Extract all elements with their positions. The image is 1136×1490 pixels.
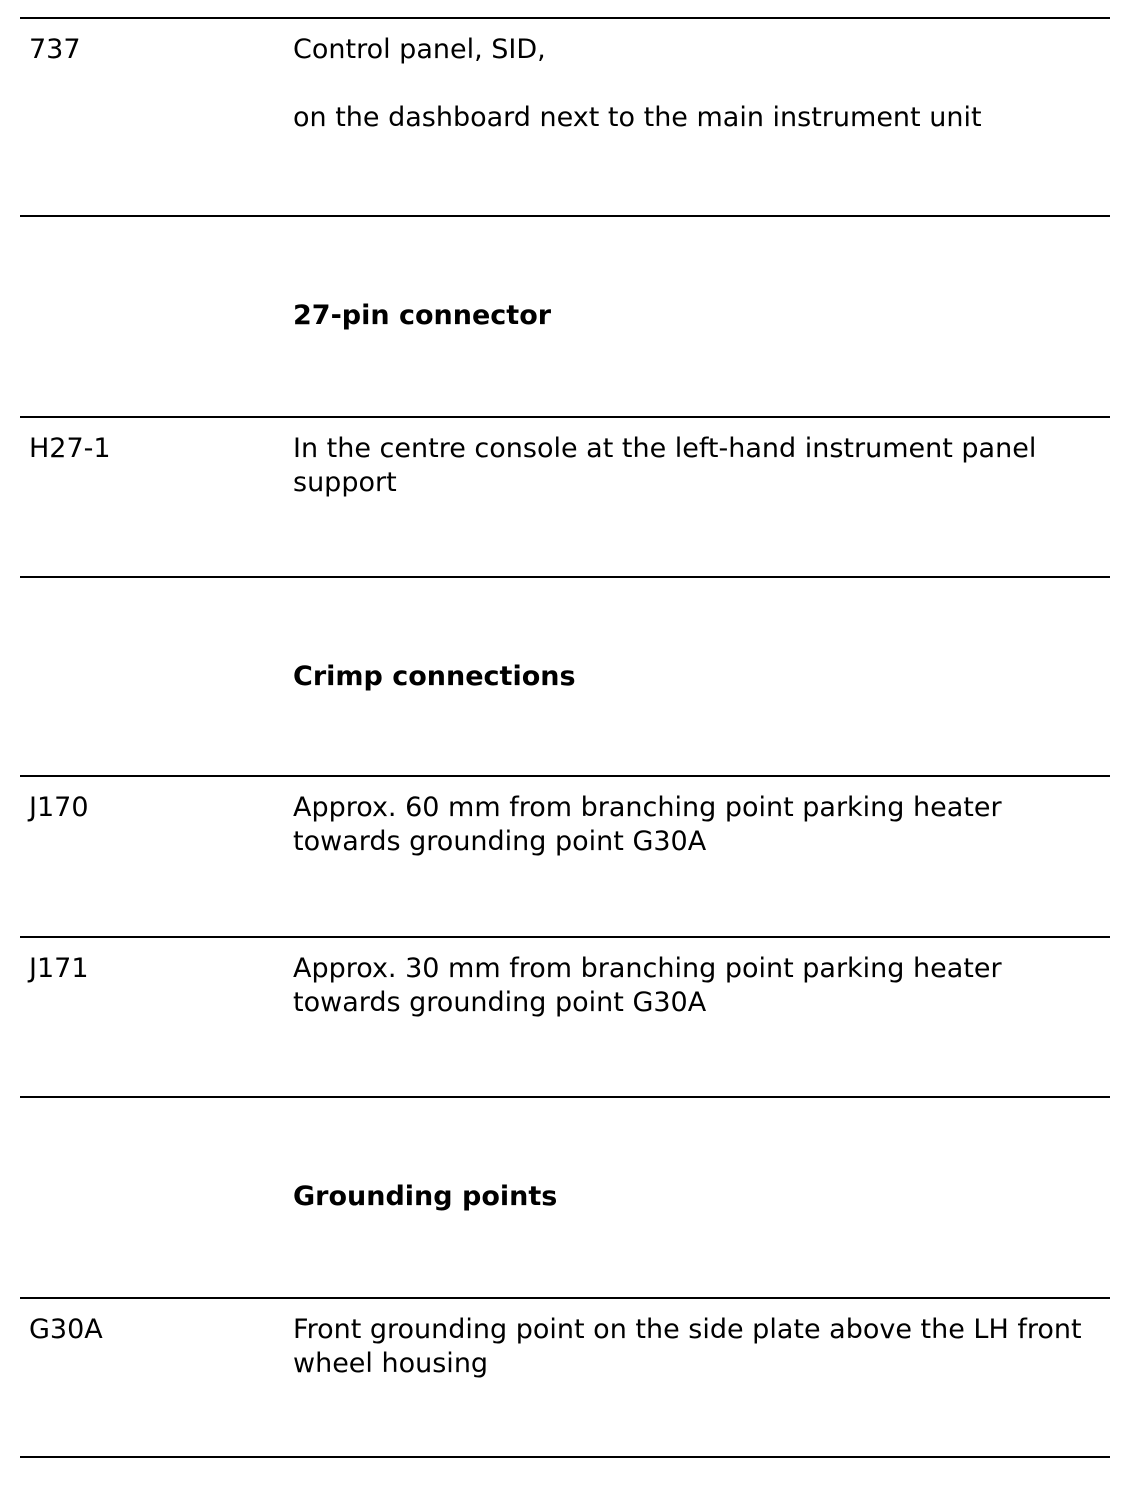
table-row	[20, 1297, 1110, 1458]
component-description	[293, 33, 1093, 135]
description-line: Control panel, SID,	[293, 34, 546, 65]
section-heading: 27-pin connector	[293, 300, 552, 331]
description-line: on the dashboard next to the main instrument unit	[293, 102, 982, 133]
component-location-table	[20, 17, 1110, 1458]
table-row	[20, 936, 1110, 1096]
component-description: In the centre console at the left-hand instrument panel support	[293, 433, 1037, 498]
table-row	[20, 775, 1110, 936]
table-row	[20, 17, 1110, 215]
component-code: J170	[29, 792, 89, 823]
section-heading: Crimp connections	[293, 661, 576, 692]
component-description: Approx. 30 mm from branching point parking heater towards grounding point G30A	[293, 953, 1002, 1018]
component-code: G30A	[29, 1314, 103, 1345]
section-heading-row	[20, 1096, 1110, 1297]
component-code: H27-1	[29, 433, 111, 464]
section-heading-row	[20, 215, 1110, 416]
section-heading-row	[20, 576, 1110, 775]
component-description: Front grounding point on the side plate above the LH front wheel housing	[293, 1314, 1082, 1379]
component-code: J171	[29, 953, 89, 984]
component-code: 737	[29, 34, 81, 65]
component-description: Approx. 60 mm from branching point parking heater towards grounding point G30A	[293, 792, 1002, 857]
section-heading: Grounding points	[293, 1181, 558, 1212]
table-row	[20, 416, 1110, 576]
